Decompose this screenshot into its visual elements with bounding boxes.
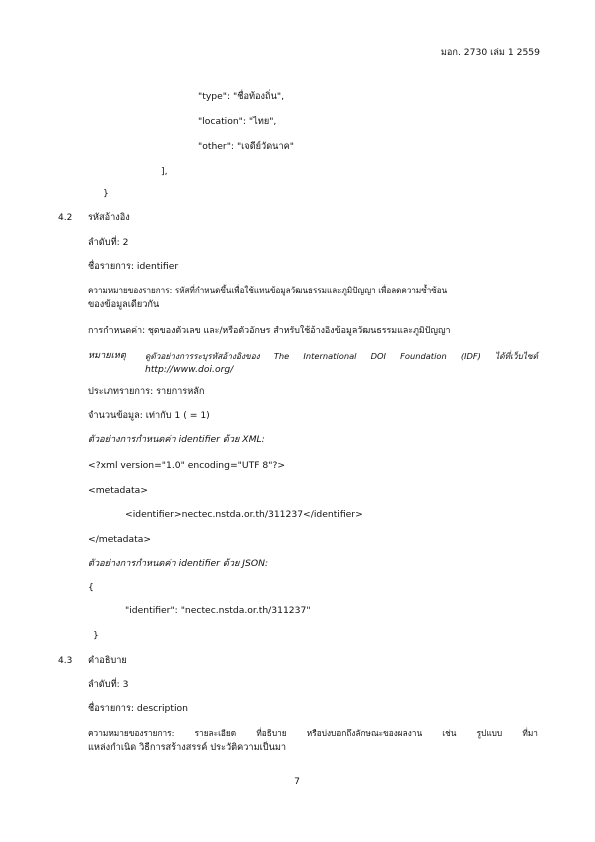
section-number: 4.3 xyxy=(58,656,73,666)
definition-word: เช่น xyxy=(442,728,457,738)
json-location-line: "location": "ไทย", xyxy=(198,116,277,127)
element-definition-continued: แหล่งกำเนิด วิธีการสร้างสรรค์ ประวัติความเป็นมา xyxy=(88,742,287,753)
xml-example-label: ตัวอย่างการกำหนดค่า identifier ด้วย XML: xyxy=(88,434,265,445)
element-order: ลำดับที่: 3 xyxy=(88,679,129,690)
note-label: หมายเหตุ xyxy=(88,350,126,361)
section-title: คำอธิบาย xyxy=(88,655,127,666)
element-order: ลำดับที่: 2 xyxy=(88,237,129,248)
json-other-line: "other": "เจดีย์วัดนาค" xyxy=(198,141,294,152)
element-definition-continued: ของข้อมูลเดียวกัน xyxy=(88,299,160,310)
element-name: ชื่อรายการ: identifier xyxy=(88,261,179,272)
definition-word: รายละเอียด xyxy=(194,728,237,738)
standard-reference: มอก. 2730 เล่ม 1 2559 xyxy=(440,47,540,58)
note-word: (IDF) xyxy=(460,351,481,361)
json-type-line: "type": "ชื่อท้องถิ่น", xyxy=(198,91,285,102)
xml-open-tag: <metadata> xyxy=(88,485,148,496)
element-rule: การกำหนดค่า: ชุดของตัวเลข และ/หรือตัวอักษร สำหรับใช้อ้างอิงข้อมูลวัฒนธรรมและภูมิปัญญา xyxy=(88,326,451,336)
definition-word: หรือบ่งบอกถึงลักษณะของผลงาน xyxy=(306,728,423,738)
definition-word: ความหมายของรายการ: xyxy=(88,728,175,738)
element-occurrence: จำนวนข้อมูล: เท่ากับ 1 ( = 1) xyxy=(88,410,210,421)
page-number: 7 xyxy=(294,776,300,787)
note-text xyxy=(145,350,538,362)
note-word: ดูตัวอย่างการระบุรหัสอ้างอิงของ xyxy=(145,351,260,361)
xml-declaration: <?xml version="1.0" encoding="UTF 8"?> xyxy=(88,460,286,471)
element-type: ประเภทรายการ: รายการหลัก xyxy=(88,386,205,397)
xml-close-tag: </metadata> xyxy=(88,534,152,545)
note-url-link[interactable]: http://www.doi.org/ xyxy=(145,364,234,375)
element-definition: ความหมายของรายการ: รหัสที่กำหนดขึ้นเพื่อใช้แทนข้อมูลวัฒนธรรมและภูมิปัญญา เพื่อลดความซ้ำซ้อน xyxy=(88,285,448,295)
json-close-brace: } xyxy=(103,188,109,199)
note-word: DOI xyxy=(370,351,386,361)
section-title: รหัสอ้างอิง xyxy=(88,212,130,223)
json-example-label: ตัวอย่างการกำหนดค่า identifier ด้วย JSON: xyxy=(88,558,269,569)
json-identifier-line: "identifier": "nectec.nstda.or.th/311237" xyxy=(125,605,311,616)
note-word: International xyxy=(303,351,357,361)
definition-word: ที่อธิบาย xyxy=(256,728,287,738)
json-close-bracket: ], xyxy=(161,166,168,177)
definition-word: รูปแบบ xyxy=(476,728,503,738)
note-word: ได้ที่เว็บไซต์ xyxy=(495,351,538,361)
element-definition xyxy=(88,727,538,739)
definition-word: ที่มา xyxy=(522,728,538,738)
section-number: 4.2 xyxy=(58,213,73,223)
json-open-brace: { xyxy=(88,582,94,593)
json-close-brace: } xyxy=(93,630,99,641)
note-word: The xyxy=(273,351,290,361)
xml-identifier-line: <identifier>nectec.nstda.or.th/311237</identifier> xyxy=(125,509,363,520)
note-word: Foundation xyxy=(400,351,447,361)
element-name: ชื่อรายการ: description xyxy=(88,703,188,714)
